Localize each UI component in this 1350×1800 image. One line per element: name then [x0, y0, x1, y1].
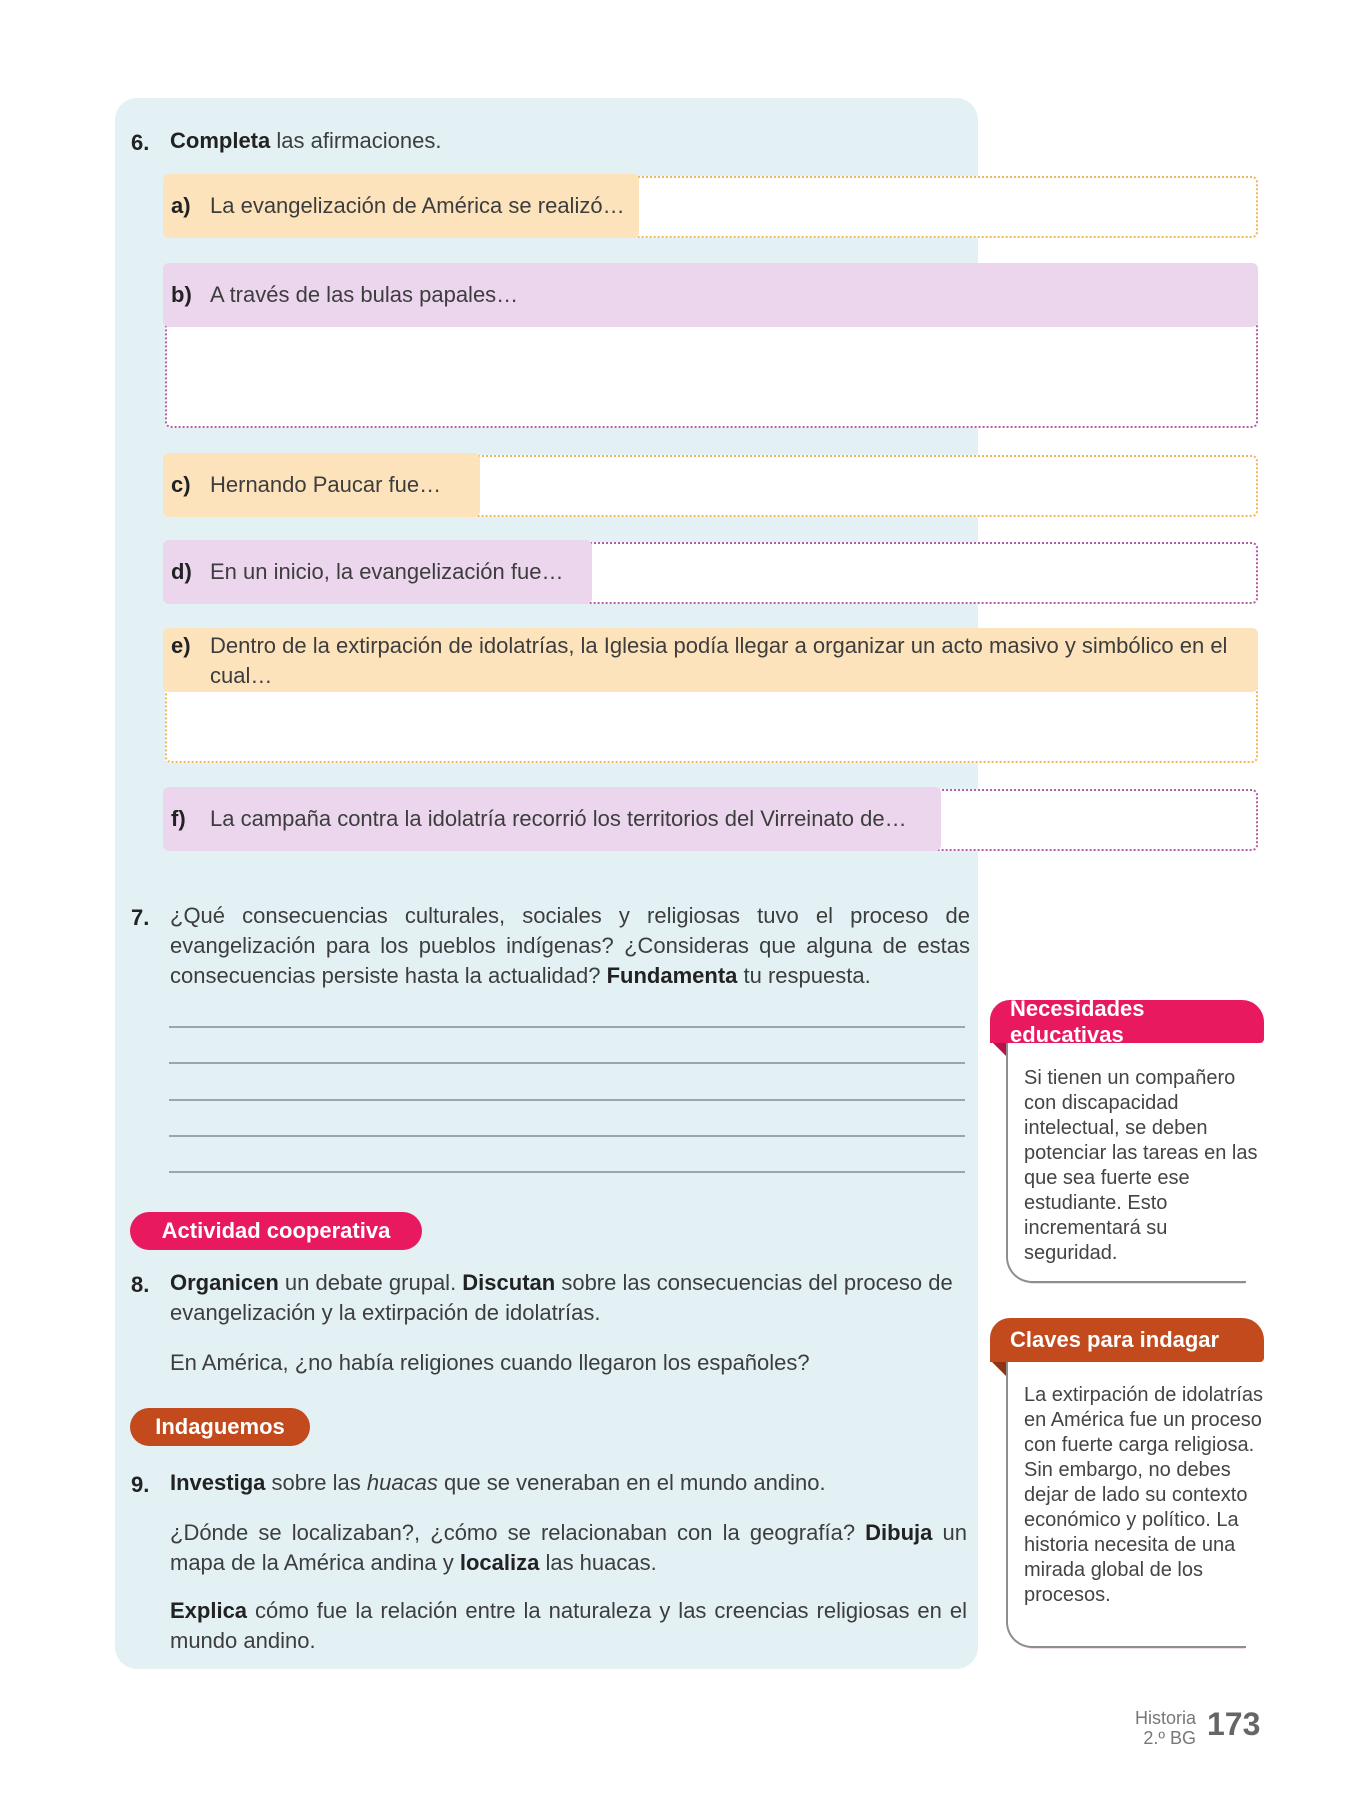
special-needs-text: Si tienen un compañero con discapacidad intelectual, se deben potenciar las tareas en las que sea fuerte ese estudiante. Esto incrementará su seguridad.	[1024, 1067, 1258, 1264]
answer-line-3[interactable]	[169, 1099, 965, 1101]
exercise-9-prompt	[170, 1468, 970, 1498]
exercise-6-rest: las afirmaciones.	[270, 128, 442, 153]
exercise-9-p2-verb-2: localiza	[459, 1550, 540, 1575]
answer-field-d[interactable]	[560, 542, 1258, 604]
special-needs-underline	[1030, 1283, 1245, 1284]
exercise-9-verb: Investiga	[170, 1470, 266, 1495]
statement-d	[163, 540, 592, 604]
exercise-7-verb: Fundamenta	[606, 963, 738, 988]
inquiry-badge: Indaguemos	[130, 1408, 310, 1446]
exercise-8-text-2: sobre las consecuencias del proceso de evangelización y la extirpación de idolatrías.	[170, 1270, 953, 1325]
exercise-9-p3-verb: Explica	[170, 1598, 248, 1623]
exercise-8-verb-1: Organicen	[170, 1270, 279, 1295]
answer-line-5[interactable]	[169, 1171, 965, 1173]
exercise-7-prompt	[170, 901, 970, 991]
statement-b-letter: b)	[171, 282, 192, 307]
exercise-6-number: 6.	[131, 130, 150, 155]
exercise-9-number: 9.	[131, 1472, 150, 1497]
inquiry-keys-text: La extirpación de idolatrías en América fue un proceso con fuerte carga religiosa. Sin embargo, no debes dejar de lado su contexto económico y político. La historia necesita de una mirada global de los procesos.	[1024, 1384, 1264, 1606]
exercise-9-p2-text-2: un mapa de la América andina y	[170, 1520, 967, 1575]
statement-b	[163, 263, 1258, 327]
statement-e-letter: e)	[171, 633, 191, 658]
exercise-8-question: En América, ¿no había religiones cuando llegaron los españoles?	[170, 1350, 810, 1375]
statement-f-letter: f)	[171, 806, 186, 831]
exercise-9-text-1: sobre las	[265, 1470, 367, 1495]
statement-a	[163, 174, 639, 238]
footer-subject	[1100, 1708, 1196, 1748]
exercise-9-paragraph-2	[170, 1518, 967, 1578]
statement-a-text: La evangelización de América se realizó…	[210, 193, 625, 218]
statement-e	[163, 628, 1258, 692]
inquiry-keys-fold	[990, 1360, 1006, 1376]
cooperative-activity-badge: Actividad cooperativa	[130, 1212, 422, 1250]
exercise-6-verb: Completa	[170, 128, 271, 153]
exercise-9-huacas: huacas	[366, 1470, 438, 1495]
answer-line-1[interactable]	[169, 1026, 965, 1028]
statement-c	[163, 453, 480, 517]
exercise-7-number: 7.	[131, 905, 150, 930]
statement-c-letter: c)	[171, 472, 191, 497]
answer-line-4[interactable]	[169, 1135, 965, 1137]
statement-b-text: A través de las bulas papales…	[210, 282, 519, 307]
exercise-8-verb-2: Discutan	[462, 1270, 556, 1295]
exercise-8-text-1: un debate grupal.	[278, 1270, 463, 1295]
inquiry-keys-underline	[1030, 1648, 1245, 1649]
exercise-8-number: 8.	[131, 1272, 150, 1297]
statement-f-text: La campaña contra la idolatría recorrió los territorios del Virreinato de…	[210, 806, 907, 831]
statement-d-text: En un inicio, la evangelización fue…	[210, 559, 564, 584]
footer-subject-name: Historia	[1134, 1708, 1196, 1728]
exercise-7-question: ¿Qué consecuencias culturales, sociales y religiosas tuvo el proceso de evangelización para los pueblos indígenas? ¿Consideras que alguna de estas consecuencias persiste hasta la actualidad?	[170, 903, 970, 988]
answer-field-f[interactable]	[900, 789, 1258, 851]
special-needs-title: Necesidades educativas	[990, 1000, 1264, 1043]
exercise-6-prompt	[170, 126, 441, 156]
statement-d-letter: d)	[171, 559, 192, 584]
statement-e-text: Dentro de la extirpación de idolatrías, la Iglesia podía llegar a organizar un acto masivo y simbólico en el cual…	[210, 633, 1228, 688]
statement-c-text: Hernando Paucar fue…	[210, 472, 442, 497]
statement-a-letter: a)	[171, 193, 191, 218]
exercise-9-text-2: que se veneraban en el mundo andino.	[437, 1470, 826, 1495]
exercise-9-paragraph-3	[170, 1596, 967, 1656]
exercise-9-p2-text-1: ¿Dónde se localizaban?, ¿cómo se relacionaban con la geografía?	[170, 1520, 866, 1545]
answer-field-a[interactable]	[600, 176, 1258, 238]
statement-f	[163, 787, 941, 851]
exercise-7-rest: tu respuesta.	[737, 963, 871, 988]
page-number: 173	[1207, 1706, 1261, 1742]
exercise-9-p2-text-3: las huacas.	[539, 1550, 657, 1575]
exercise-9-p2-verb-1: Dibuja	[865, 1520, 933, 1545]
exercise-9-p3-text: cómo fue la relación entre la naturaleza y las creencias religiosas en el mundo andino.	[170, 1598, 967, 1653]
footer-grade: 2.º BG	[1143, 1728, 1196, 1748]
inquiry-keys-title: Claves para indagar	[990, 1318, 1264, 1362]
answer-field-c[interactable]	[440, 455, 1258, 517]
answer-line-2[interactable]	[169, 1062, 965, 1064]
exercise-8-prompt	[170, 1268, 970, 1328]
